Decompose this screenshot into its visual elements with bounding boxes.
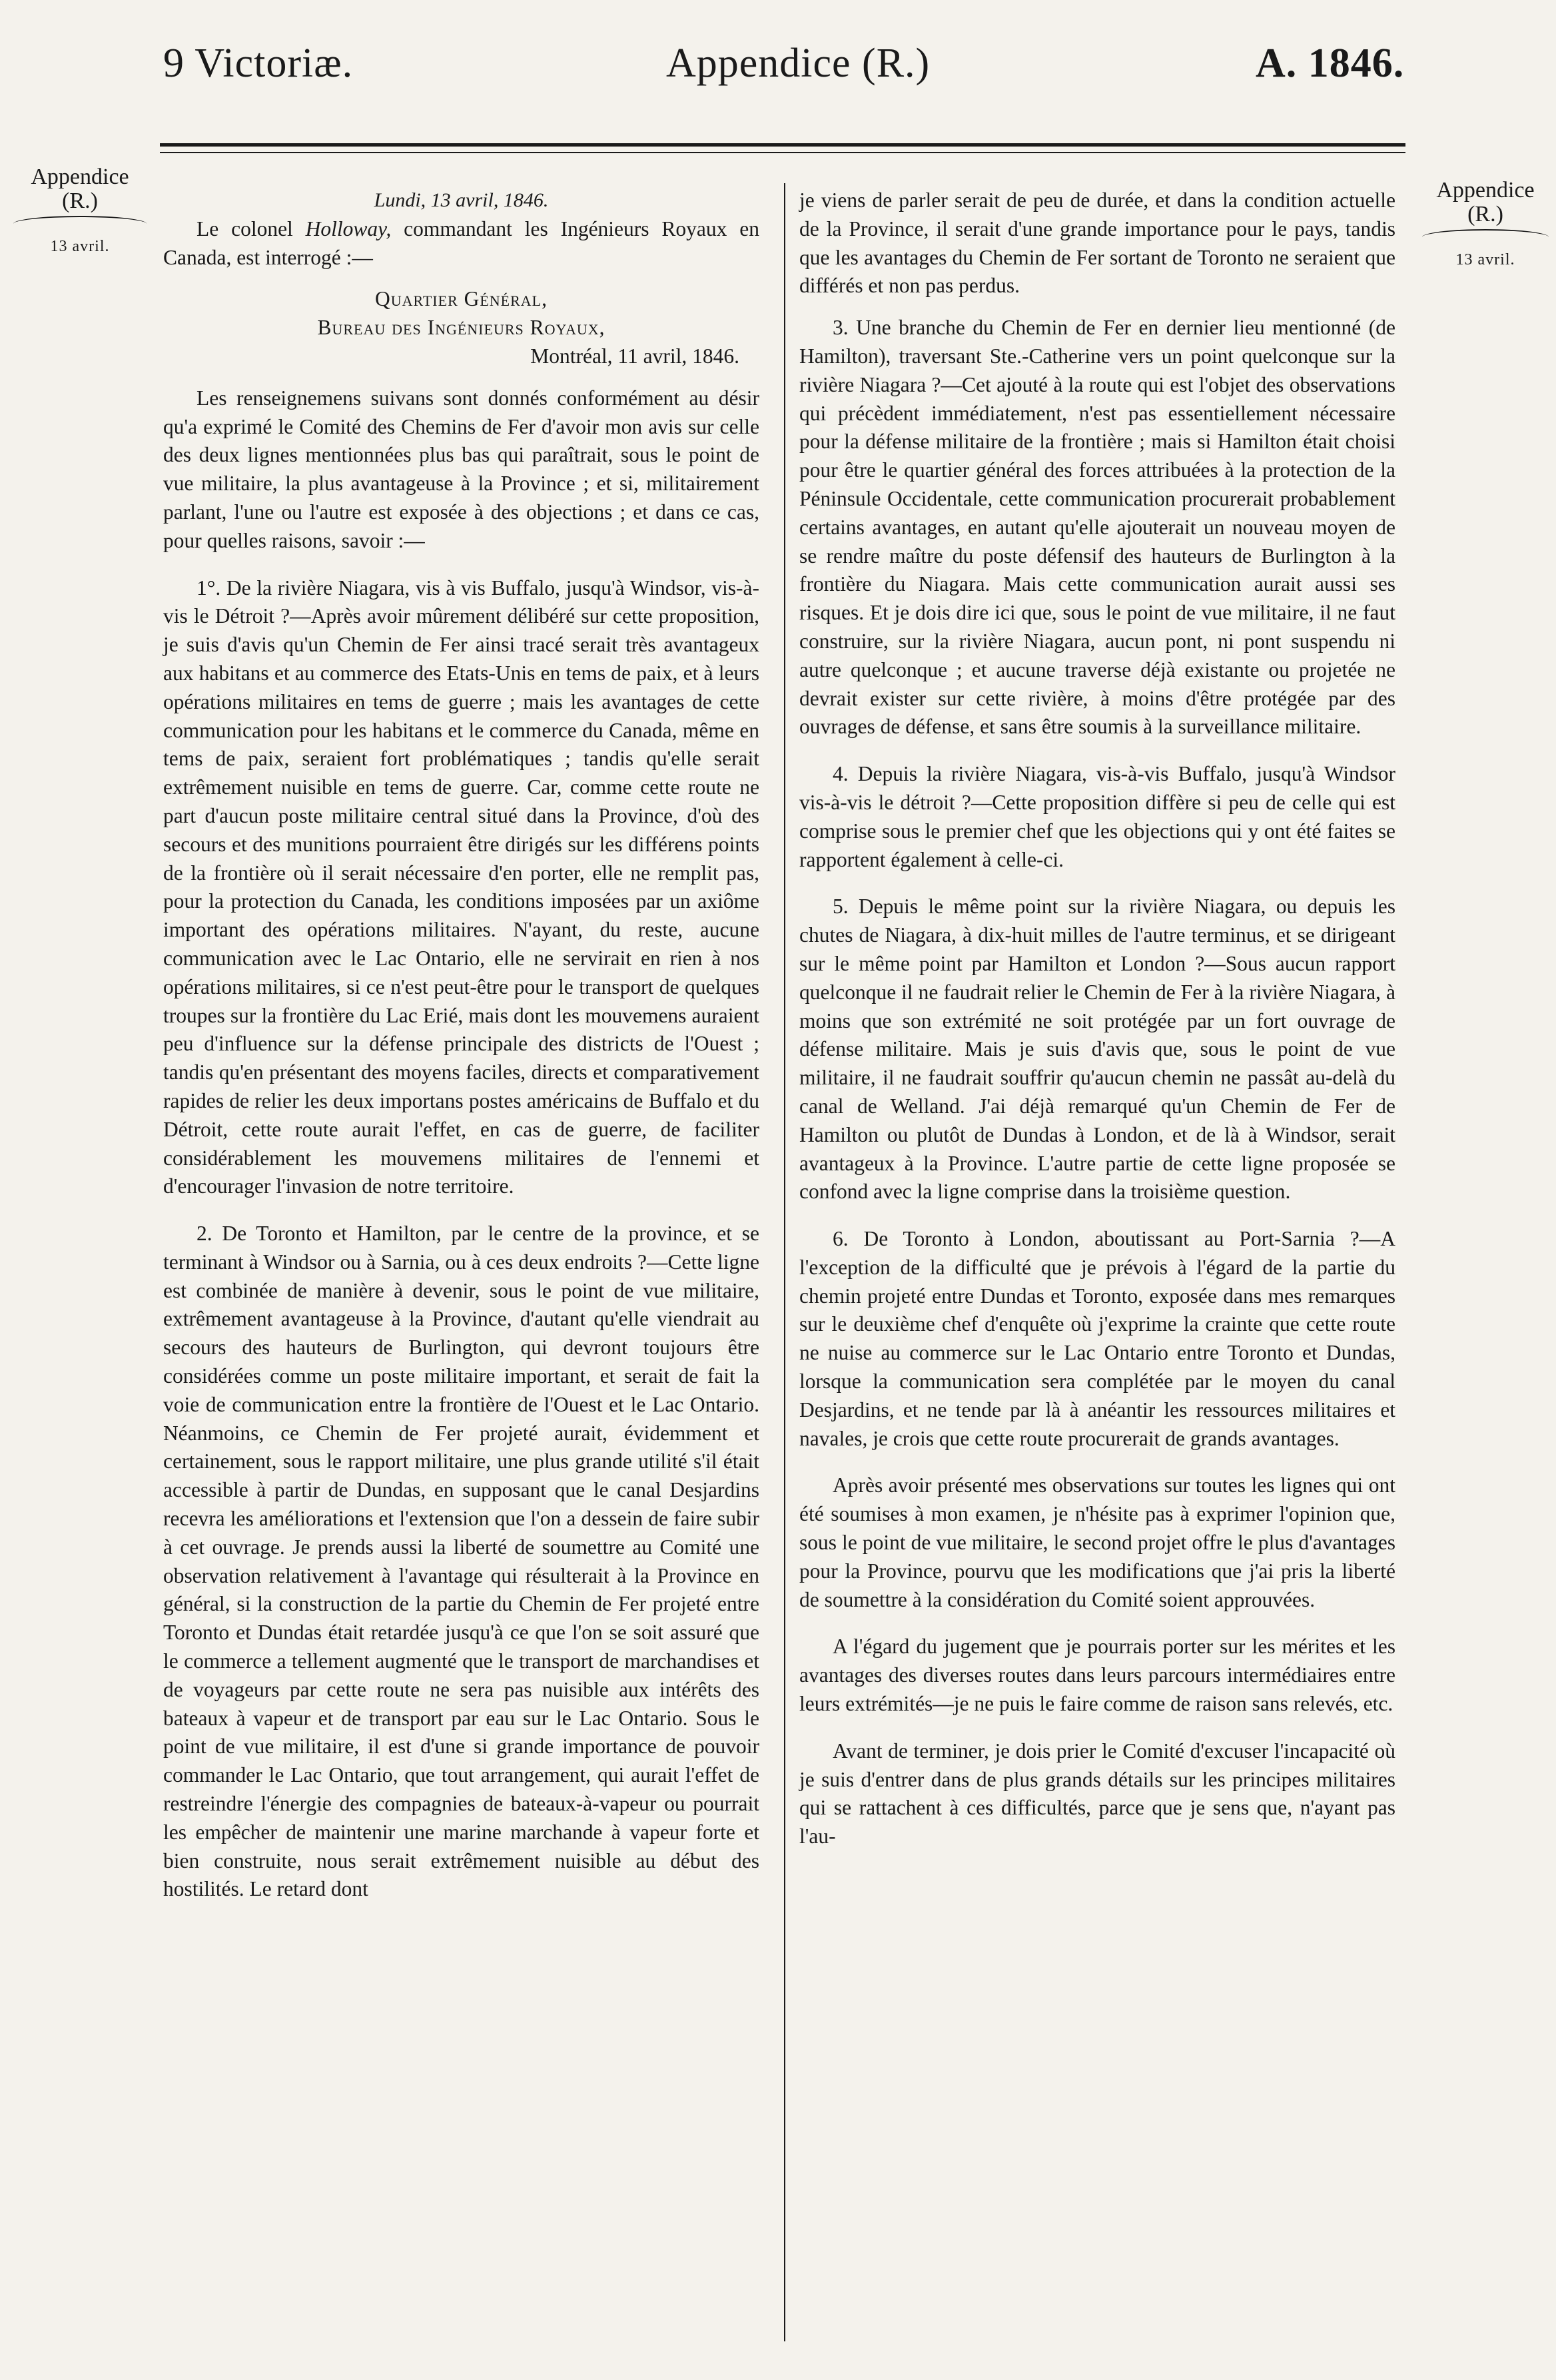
witness-name: Holloway, [305, 216, 392, 240]
header-year: A. 1846. [1256, 41, 1405, 86]
intro-text: Le colonel [196, 216, 306, 240]
margin-note-right [1422, 179, 1549, 272]
brace-icon [1422, 229, 1549, 245]
margin-note-sub: (R.) [62, 189, 98, 213]
session-date: Lundi, 13 avril, 1846. [374, 189, 549, 211]
margin-note-date: 13 avril. [1455, 251, 1515, 268]
right-column [799, 187, 1395, 1851]
header-rule-thin [160, 152, 1405, 153]
office-place-date: Montréal, 11 avril, 1846. [530, 344, 739, 368]
column-divider [784, 183, 785, 2341]
paragraph-3: 3. Une branche du Chemin de Fer en dernier lieu mentionné (de Hamilton), traversant Ste.-Catherine vers un point quelconque sur la rivière Niagara ?—Cet ajouté à la route qui est l'objet des observations qui précèdent immédiatement, n'est pas essentiellement nécessaire pour la défense militaire de la frontière ; mais si Hamilton était choisi pour être le quartier général des forces attribuées à la protection de la Péninsule Occidentale, cette communication procurerait probablement certains avantages, en autant qu'elle ajouterait un nouveau moyen de se rendre maître du poste défensif des hauteurs de Burlington à la frontière du Niagara. Mais cette communication aurait aussi ses risques. Et je dois dire ici que, sous le point de vue militaire, il ne faut construire, sur la rivière Niagara, aucun pont, ni pont suspendu ni autre quelconque ; et aucune traverse déjà existante ou projetée ne devrait exister sur cette rivière, à moins d'être protégée par des ouvrages de défense, et sans être soumis à la surveillance militaire. [799, 316, 1395, 739]
paragraph-1: 1°. De la rivière Niagara, vis à vis Buffalo, jusqu'à Windsor, vis-à-vis le Détroit ?—Après avoir mûrement délibéré sur cette proposition, je suis d'avis qu'un Chemin de Fer ainsi tracé serait très avantageux aux habitans et au commerce des Etats-Unis en tems de paix, et à leurs opérations militaires en tems de guerre ; mais les avantages de cette communication pour les habitans et le commerce du Canada, même en tems de paix, seraient fort problématiques ; tandis qu'elle serait extrêmement nuisible en tems de guerre. Car, comme cette route ne part d'aucun poste militaire central situé dans la Province, d'où des secours et des munitions pourraient être dirigés sur les différens points de la frontière où il serait nécessaire d'en porter, elle ne remplit pas, pour la protection du Canada, les conditions imposées par un axiôme important des opérations militaires. N'ayant, du reste, aucune communication avec le Lac Ontario, elle ne servirait en rien à nos opérations militaires, si ce n'est peut-être pour le transport de quelques troupes sur la frontière du Lac Erié, mais dont les mouvemens auraient peu d'influence sur la défense principale des districts de l'Ouest ; tandis qu'en présentant des moyens faciles, directs et comparativement rapides de relier les deux importans postes américains de Buffalo et du Détroit, cette route aurait l'effet, en cas de guerre, de faciliter considérablement les mouvemens militaires de l'ennemi et d'encourager l'invasion de notre territoire. [163, 576, 759, 1198]
paragraph-7: Après avoir présenté mes observations sur toutes les lignes qui ont été soumises à mon examen, je n'hésite pas à exprimer l'opinion que, sous le point de vue militaire, le second projet offre le plus d'avantages pour la Province, pourvu que les modifications que j'ai pris la liberté de soumettre à la considération du Comité soient approuvées. [799, 1473, 1395, 1611]
margin-note-date: 13 avril. [50, 238, 110, 255]
brace-icon [13, 216, 147, 232]
margin-note-label: Appendice [31, 165, 129, 189]
paragraph-6: 6. De Toronto à London, aboutissant au Port-Sarnia ?—A l'exception de la difficulté que je prévois à l'égard de la partie du chemin projeté entre Dundas et Toronto, exposée dans mes remarques sur le deuxième chef d'enquête où j'exprime la crainte que cette route ne nuise au commerce sur le Lac Ontario entre Toronto et Dundas, lorsque la communication sera complétée par le moyen du canal Desjardins, et ne tende par là à anéantir les ressources militaires et navales, je crois que cette route procurerait de grands avantages. [799, 1227, 1395, 1450]
header-appendix-title: Appendice (R.) [666, 41, 931, 86]
paragraph-4: 4. Depuis la rivière Niagara, vis-à-vis Buffalo, jusqu'à Windsor vis-à-vis le détroit ?—Cette proposition diffère si peu de celle qui est comprise sous le premier chef que les objections qui y ont été faites se rapportent également à celle-ci. [799, 762, 1395, 871]
paragraph-5: 5. Depuis le même point sur la rivière Niagara, ou depuis les chutes de Niagara, à dix-huit milles de l'autre terminus, et se dirigeant sur le même point par Hamilton et London ?—Sous aucun rapport quelconque il ne faudrait relier le Chemin de Fer à la rivière Niagara, à moins que son extrémité ne soit protégée par un fort ouvrage de défense militaire. Mais je suis d'avis que, sous le point de vue militaire, il ne faudrait souffrir qu'aucun chemin ne passât au-delà du canal de Welland. J'ai déjà remarqué qu'un Chemin de Fer de Hamilton ou plutôt de Dundas à London, et de là à Windsor, serait avantageux à la Province. L'autre partie de cette ligne proposée se confond avec la ligne comprise dans la troisième question. [799, 895, 1395, 1204]
header-regnal-year: 9 Victoriæ. [163, 41, 354, 86]
header-rule-thick [160, 143, 1405, 147]
witness-intro [163, 215, 759, 272]
office-heading-1: Quartier Général, [374, 287, 548, 311]
paragraph-intro: Les renseignemens suivans sont donnés conformément au désir qu'a exprimé le Comité des Chemins de Fer d'avoir mon avis sur celle des deux lignes mentionnées plus bas qui paraîtrait, sous le point de vue militaire, la plus avantageuse à la Province ; et si, militairement parlant, l'une ou l'autre est exposée à des objections ; et dans ce cas, pour quelles raisons, savoir :— [163, 386, 759, 552]
paragraph-2: 2. De Toronto et Hamilton, par le centre de la province, et se terminant à Windsor ou à Sarnia, ou à ces deux endroits ?—Cette ligne est combinée de manière à devenir, sous le point de vue militaire, extrêmement avantageuse à la Province, d'autant qu'elle viendrait au secours des hauteurs de Burlington, qui devront toujours être considérées comme un poste militaire important, et serait de fait la voie de communication entre la frontière de l'Ouest et le Lac Ontario. Néanmoins, ce Chemin de Fer projeté aurait, évidemment et certainement, sous le rapport militaire, une plus grande utilité s'il était accessible à partir de Dundas, en supposant que le canal Desjardins recevra les améliorations et l'extension que l'on a dessein de faire subir à cet ouvrage. Je prends aussi la liberté de soumettre au Comité une observation relativement à l'avantage qui résulterait à la Province en général, si la construction de la partie du Chemin de Fer projeté entre Toronto et Dundas était retardée jusqu'à ce que l'on se soit assuré que le commerce a tellement augmenté que le transport de marchandises et de voyageurs par cette route ne sera pas nuisible aux intérêts des bateaux à vapeur et de transport par eau sur le Lac Ontario. Sous le point de vue militaire, il est d'une si grande importance de pouvoir commander le Lac Ontario, que tout arrangement, qui aurait l'effet de restreindre l'énergie des compagnies de bateaux-à-vapeur ou pourrait les empêcher de maintenir une marine marchande à vapeur forte et bien construite, nous serait extrêmement nuisible au début des hostilités. Le retard dont [163, 1222, 759, 1901]
margin-note-sub: (R.) [1467, 202, 1503, 226]
left-column [163, 187, 759, 1904]
paragraph-continued: je viens de parler serait de peu de durée, et dans la condition actuelle de la Province, il serait d'une grande importance pour le pays, tandis que les avantages du Chemin de Fer sortant de Toronto ne seraient que différés et non pas perdus. [799, 189, 1395, 298]
office-heading-2: Bureau des Ingénieurs Royaux, [317, 316, 605, 340]
intro-text-rest: commandant les Ingénieurs Royaux en Canada, est interrogé :— [163, 216, 759, 269]
paragraph-9: Avant de terminer, je dois prier le Comité d'excuser l'incapacité où je suis d'entrer dans de plus grands détails sur les principes militaires qui se rattachent à ces difficultés, parce que je sens que, n'ayant pas l'au- [799, 1739, 1395, 1848]
margin-note-left [13, 165, 147, 258]
margin-note-label: Appendice [1436, 178, 1535, 202]
paragraph-8: A l'égard du jugement que je pourrais porter sur les mérites et les avantages des diverses routes dans leurs parcours intermédiaires entre leurs extrémités—je ne puis le faire comme de raison sans relevés, etc. [799, 1635, 1395, 1716]
